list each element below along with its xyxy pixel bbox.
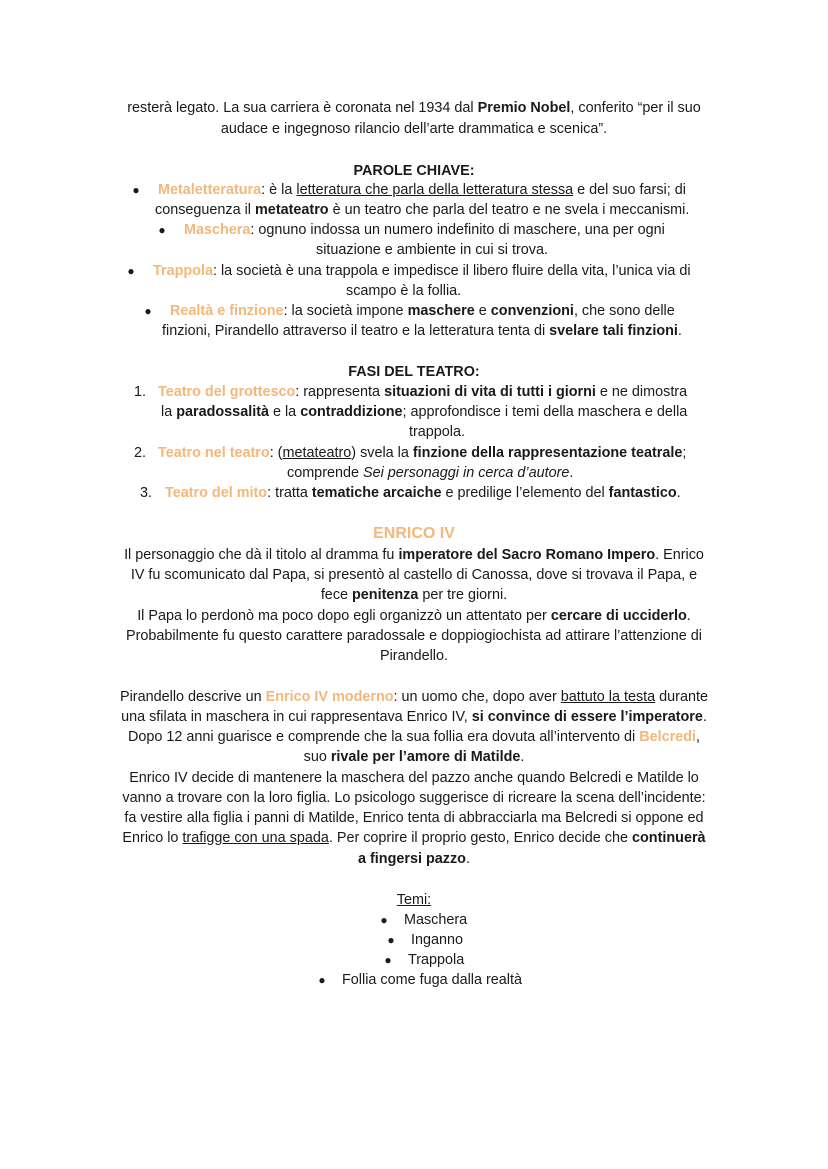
keyword-metaletteratura: [158, 180, 686, 200]
enrico-p1-line: Probabilmente fu questo carattere paradossale e doppiogiochista ad attirare l’attenzione di: [126, 628, 702, 644]
fasi-heading: FASI DEL TEATRO:: [348, 364, 480, 380]
highlight-text: Enrico IV moderno: [265, 689, 394, 705]
body-text: .: [465, 851, 470, 867]
keyword-text: : è la: [261, 182, 297, 198]
temi-heading: Temi:: [396, 892, 432, 908]
bullet-icon: ●: [387, 933, 395, 947]
enrico-p1-line: Pirandello.: [380, 648, 448, 664]
bold-text: a fingersi pazzo: [358, 851, 466, 867]
enrico-p2-line: [0, 707, 828, 727]
fase-grottesco-cont2: [409, 422, 465, 442]
body-text: . Per coprire il proprio gesto, Enrico decide che: [328, 830, 632, 846]
keyword-text: e: [474, 303, 491, 319]
bold-text: continuerà: [632, 830, 706, 846]
enrico-p2-line: fa vestire alla figlia i panni di Matilde, Enrico tenta di abbracciarla ma Belcredi si oppone ed: [124, 810, 704, 826]
intro-text: audace e ingegnoso rilancio dell’arte drammatica e scenica”.: [220, 121, 608, 137]
keyword-trappola: [153, 261, 691, 281]
bold-text: rivale per l’amore di Matilde: [330, 749, 521, 765]
keyword-realta-finzione: [170, 301, 675, 321]
keyword-maschera: [184, 220, 665, 240]
keyword-text: : la società impone: [283, 303, 408, 319]
highlight-text: Belcredi: [639, 729, 696, 745]
enrico-p2-line: [0, 747, 828, 767]
bullet-icon: ●: [144, 304, 152, 318]
bold-text: convenzioni: [490, 303, 574, 319]
underlined-text: trafigge con una spada: [182, 830, 329, 846]
keyword-term: Maschera: [184, 222, 251, 238]
keyword-text: , che sono delle: [573, 303, 675, 319]
fase-text: e la: [268, 404, 301, 420]
bold-text: finzione della rappresentazione teatrale: [412, 445, 683, 461]
body-text: .: [520, 749, 525, 765]
italic-text: Sei personaggi in cerca d’autore: [363, 465, 570, 481]
tema-item: Follia come fuga dalla realtà: [342, 972, 522, 988]
bold-text: svelare tali finzioni: [549, 323, 678, 339]
fase-mito: [165, 483, 681, 503]
fase-text: : rappresenta: [295, 384, 385, 400]
body-text: Pirandello descrive un: [120, 689, 266, 705]
fase-text: comprende: [287, 465, 363, 481]
keyword-text: e del suo farsi; di: [573, 182, 686, 198]
keyword-text: .: [677, 323, 682, 339]
enrico-p1-line: [0, 585, 828, 605]
fase-grottesco-cont: [161, 402, 687, 422]
body-text: per tre giorni.: [418, 587, 508, 603]
bold-text: maschere: [407, 303, 475, 319]
intro-line-1: [0, 98, 828, 118]
enrico-heading: ENRICO IV: [373, 525, 455, 542]
fase-term: Teatro del mito: [165, 485, 268, 501]
keyword-text: scampo è la follia.: [346, 283, 462, 299]
intro-line-2: [0, 119, 828, 139]
keyword-text: situazione e ambiente in cui si trova.: [316, 242, 548, 258]
body-text: .: [702, 709, 707, 725]
body-text: : un uomo che, dopo aver: [393, 689, 561, 705]
fase-text: ; approfondisce i temi della maschera e della: [402, 404, 688, 420]
enrico-p1-line: IV fu scomunicato dal Papa, si presentò al castello di Canossa, dove si trovava il Papa, e: [130, 567, 698, 583]
fase-text: trappola.: [409, 424, 466, 440]
tema-item: Inganno: [411, 932, 464, 948]
intro-text: , conferito “per il suo: [570, 100, 701, 116]
bullet-icon: ●: [384, 953, 392, 967]
body-text: Il personaggio che dà il titolo al dramma fu: [124, 547, 399, 563]
body-text: Il Papa lo perdonò ma poco dopo egli organizzò un attentato per: [137, 608, 551, 624]
bold-text: situazioni di vita di tutti i giorni: [384, 384, 596, 400]
keyword-term: Realtà e finzione: [170, 303, 284, 319]
enrico-p1-line: [0, 606, 828, 626]
body-text: Dopo 12 anni guarisce e comprende che la sua follia era dovuta all’intervento di: [128, 729, 640, 745]
premio-nobel: Premio Nobel: [477, 100, 571, 116]
fase-teatro-nel-teatro-cont: [287, 463, 573, 483]
bold-text: contraddizione: [300, 404, 403, 420]
keyword-trappola-cont: [346, 281, 461, 301]
bullet-icon: ●: [132, 183, 140, 197]
keyword-text: è un teatro che parla del teatro e ne svela i meccanismi.: [328, 202, 690, 218]
fase-term: Teatro del grottesco: [158, 384, 296, 400]
enrico-p2-line: [0, 849, 828, 869]
bullet-icon: ●: [318, 973, 326, 987]
keyword-text: finzioni, Pirandello attraverso il teatro e la letteratura tenta di: [162, 323, 550, 339]
fase-term: Teatro nel teatro: [158, 445, 270, 461]
keyword-metaletteratura-cont: [155, 200, 689, 220]
bullet-icon: ●: [158, 223, 166, 237]
list-number: 1.: [134, 384, 147, 400]
bullet-icon: ●: [127, 264, 135, 278]
underlined-text: battuto la testa: [560, 689, 656, 705]
enrico-p2-line: vanno a trovare con la loro figlia. Lo psicologo suggerisce di ricreare la scena dell’incidente:: [122, 790, 706, 806]
bold-text: imperatore del Sacro Romano Impero: [398, 547, 656, 563]
list-number: 2.: [134, 445, 147, 461]
bold-text: paradossalità: [176, 404, 269, 420]
enrico-p2-line: [0, 828, 828, 848]
body-text: ,: [695, 729, 700, 745]
bullet-icon: ●: [380, 913, 388, 927]
list-number: 3.: [140, 485, 153, 501]
keyword-realta-finzione-cont: [162, 321, 682, 341]
bold-text: penitenza: [352, 587, 419, 603]
enrico-p2-line: Enrico IV decide di mantenere la maschera del pazzo anche quando Belcredi e Matilde lo: [129, 770, 699, 786]
bold-text: fantastico: [608, 485, 677, 501]
keyword-term: Metaletteratura: [158, 182, 262, 198]
underlined-text: letteratura che parla della letteratura stessa: [296, 182, 574, 198]
tema-item: Trappola: [408, 952, 465, 968]
keyword-term: Trappola: [153, 263, 213, 279]
keyword-text: : la società è una trappola e impedisce il libero fluire della vita, l’unica via di: [212, 263, 691, 279]
parole-chiave-heading: PAROLE CHIAVE:: [353, 163, 475, 179]
body-text: Enrico lo: [122, 830, 183, 846]
underlined-text: metateatro: [282, 445, 352, 461]
fase-text: e predilige l’elemento del: [441, 485, 609, 501]
body-text: una sfilata in maschera in cui rappresentava Enrico IV,: [121, 709, 472, 725]
fase-text: ) svela la: [351, 445, 413, 461]
body-text: .: [686, 608, 691, 624]
fase-text: e ne dimostra: [595, 384, 688, 400]
keyword-text: conseguenza il: [155, 202, 256, 218]
enrico-p1-line: [0, 545, 828, 565]
body-text: . Enrico: [655, 547, 704, 563]
fase-text: la: [161, 404, 177, 420]
bold-text: metateatro: [255, 202, 329, 218]
tema-item: Maschera: [404, 912, 468, 928]
keyword-text: : ognuno indossa un numero indefinito di maschere, una per ogni: [250, 222, 665, 238]
intro-text: resterà legato. La sua carriera è coronata nel 1934 dal: [127, 100, 478, 116]
fase-text: .: [676, 485, 681, 501]
body-text: suo: [303, 749, 331, 765]
keyword-maschera-cont: [316, 240, 548, 260]
fase-teatro-nel-teatro: [158, 443, 686, 463]
body-text: fece: [320, 587, 353, 603]
enrico-p2-line: [0, 727, 828, 747]
body-text: durante: [655, 689, 708, 705]
bold-text: cercare di ucciderlo: [550, 608, 687, 624]
fase-text: : (: [269, 445, 283, 461]
enrico-p2-line: [0, 687, 828, 707]
fase-grottesco: [158, 382, 687, 402]
fase-text: .: [569, 465, 574, 481]
bold-text: tematiche arcaiche: [311, 485, 442, 501]
fase-text: : tratta: [267, 485, 312, 501]
fase-text: ;: [682, 445, 687, 461]
bold-text: si convince di essere l’imperatore: [471, 709, 703, 725]
